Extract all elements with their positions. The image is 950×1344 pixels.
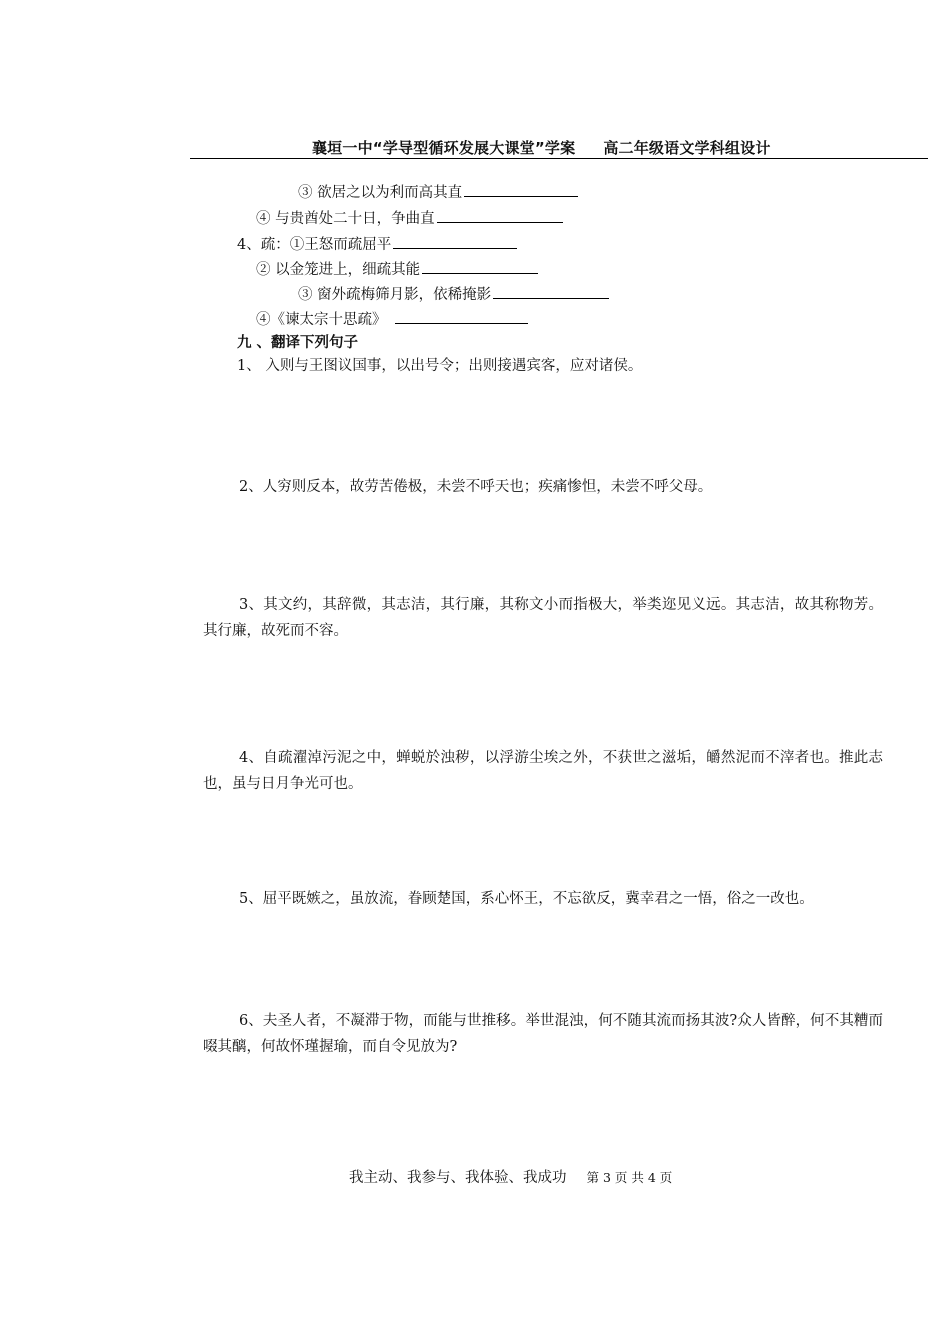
page-number: 第 3 页 共 4 页 xyxy=(586,1170,673,1185)
item-4-2 xyxy=(256,258,538,280)
question-1: 1、 入则与王图议国事，以出号令；出则接遇宾客，应对诸侯。 xyxy=(237,358,643,374)
item-3-3 xyxy=(298,181,578,203)
question-4: 4、自疏濯淖污泥之中，蝉蜕於浊秽，以浮游尘埃之外，不获世之滋垢，皭然泥而不滓者也。推此志也，虽与日月争光可也。 xyxy=(203,750,883,792)
answer-blank[interactable] xyxy=(422,258,538,274)
header-rule xyxy=(190,158,928,159)
page-header xyxy=(312,137,771,158)
item-3-4 xyxy=(256,207,563,229)
question-2: 2、人穷则反本，故劳苦倦极，未尝不呼天也；疾痛惨怛，未尝不呼父母。 xyxy=(239,479,713,495)
header-group-title: 高二年级语文学科组设计 xyxy=(603,139,771,157)
item-4-3 xyxy=(298,283,609,305)
question-5: 5、屈平既嫉之，虽放流，眷顾楚国，系心怀王，不忘欲反，冀幸君之一悟，俗之一改也。 xyxy=(239,891,814,907)
section-heading: 九 、翻译下列句子 xyxy=(237,335,359,351)
item-4-1 xyxy=(237,233,517,255)
item-3-3-text: ③ 欲居之以为利而高其直 xyxy=(298,185,463,201)
item-4-1-text: 4、疏：①王怒而疏屈平 xyxy=(237,237,392,253)
answer-blank[interactable] xyxy=(437,207,563,223)
item-4-4 xyxy=(256,308,528,330)
item-4-4-text: ④《谏太宗十思疏》 xyxy=(256,312,387,328)
question-3: 3、其文约，其辞微，其志洁，其行廉，其称文小而指极大，举类迩见义远。其志洁，故其称物芳。其行廉，故死而不容。 xyxy=(203,597,883,639)
page-footer xyxy=(349,1166,672,1187)
item-4-3-text: ③ 窗外疏梅筛月影，依稀掩影 xyxy=(298,287,492,303)
header-school-title: 襄垣一中“学导型循环发展大课堂”学案 xyxy=(312,139,576,157)
answer-blank[interactable] xyxy=(393,233,517,249)
answer-blank[interactable] xyxy=(464,181,578,197)
footer-motto: 我主动、我参与、我体验、我成功 xyxy=(349,1170,567,1186)
item-3-4-text: ④ 与贵酋处二十日，争曲直 xyxy=(256,211,435,227)
answer-blank[interactable] xyxy=(395,308,528,324)
item-4-2-text: ② 以金笼进上，细疏其能 xyxy=(256,262,421,278)
question-6: 6、夫圣人者，不凝滞于物，而能与世推移。举世混浊，何不随其流而扬其波?众人皆醉，何不其糟而啜其醨，何故怀瑾握瑜，而自令见放为? xyxy=(203,1013,883,1055)
answer-blank[interactable] xyxy=(493,283,609,299)
